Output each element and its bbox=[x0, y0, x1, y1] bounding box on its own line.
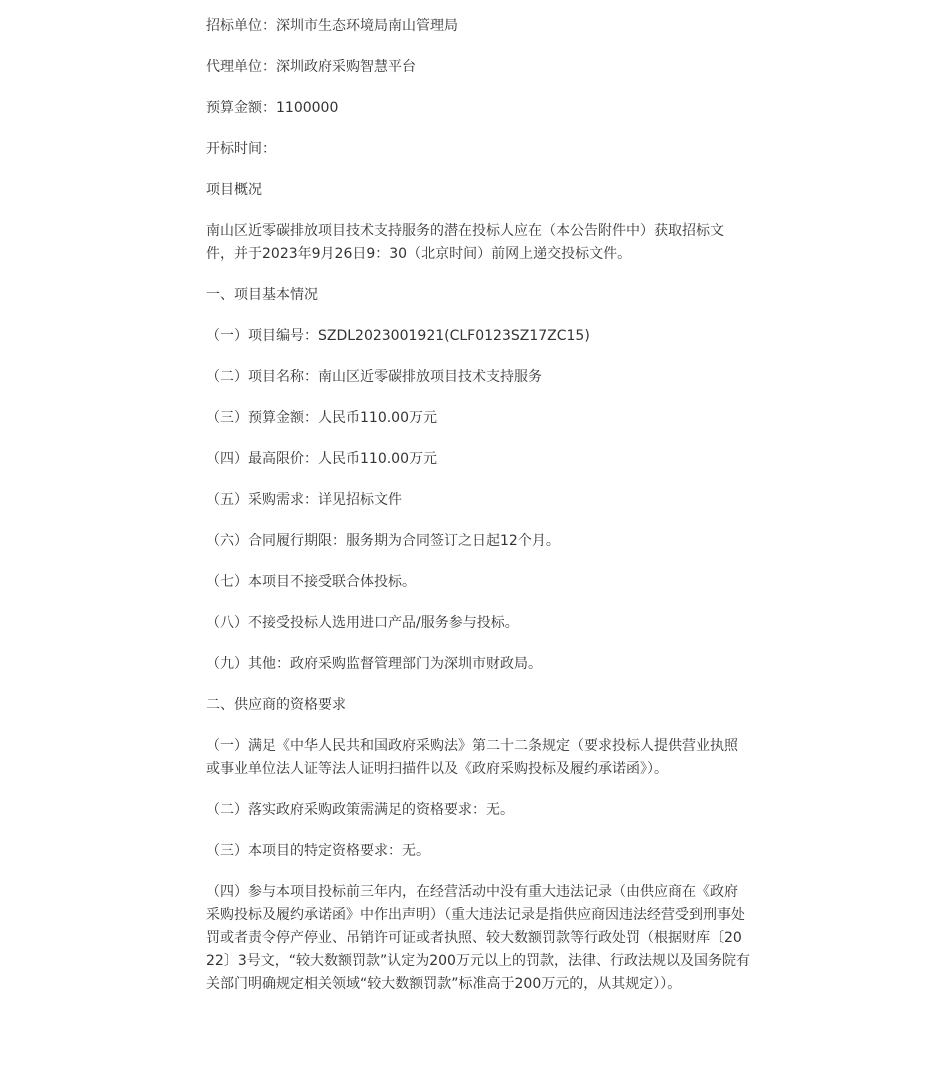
announcement-body bbox=[206, 15, 750, 1014]
section1-title: 一、项目基本情况 bbox=[206, 287, 318, 303]
section1-item: （七）本项目不接受联合体投标。 bbox=[206, 574, 416, 590]
budget-line: 预算金额：1100000 bbox=[206, 100, 339, 116]
section1-item: （一）项目编号：SZDL2023001921(CLF0123SZ17ZC15) bbox=[206, 328, 590, 344]
section1-item: （五）采购需求：详见招标文件 bbox=[206, 492, 402, 508]
section1-item: （三）预算金额：人民币110.00万元 bbox=[206, 410, 437, 426]
section1-item: （八）不接受投标人选用进口产品/服务参与投标。 bbox=[206, 615, 519, 631]
overview-title: 项目概况 bbox=[206, 182, 262, 198]
overview-text: 南山区近零碳排放项目技术支持服务的潜在投标人应在（本公告附件中）获取招标文件，并于2023年9月26日9：30（北京时间）前网上递交投标文件。 bbox=[206, 223, 724, 262]
section1-item: （四）最高限价：人民币110.00万元 bbox=[206, 451, 437, 467]
section1-item: （九）其他：政府采购监督管理部门为深圳市财政局。 bbox=[206, 656, 542, 672]
section2-title: 二、供应商的资格要求 bbox=[206, 697, 346, 713]
tenderer-line: 招标单位：深圳市生态环境局南山管理局 bbox=[206, 18, 458, 34]
section1-item: （二）项目名称：南山区近零碳排放项目技术支持服务 bbox=[206, 369, 542, 385]
section2-item: （四）参与本项目投标前三年内，在经营活动中没有重大违法记录（由供应商在《政府采购投标及履约承诺函》中作出声明）（重大违法记录是指供应商因违法经营受到刑事处罚或者责令停产停业、吊销许可证或者执照、较大数额罚款等行政处罚（根据财库〔2022〕3号文，“较大数额罚款”认定为200万元以上的罚款，法律、行政法规以及国务院有关部门明确规定相关领域“较大数额罚款”标准高于200万元的，从其规定））。 bbox=[206, 884, 750, 992]
section2-item: （一）满足《中华人民共和国政府采购法》第二十二条规定（要求投标人提供营业执照或事业单位法人证等法人证明扫描件以及《政府采购投标及履约承诺函》）。 bbox=[206, 738, 738, 777]
section2-item: （三）本项目的特定资格要求：无。 bbox=[206, 843, 430, 859]
section1-item: （六）合同履行期限：服务期为合同签订之日起12个月。 bbox=[206, 533, 560, 549]
open-time-line: 开标时间： bbox=[206, 141, 276, 157]
agency-line: 代理单位：深圳政府采购智慧平台 bbox=[206, 59, 416, 75]
section2-item: （二）落实政府采购政策需满足的资格要求：无。 bbox=[206, 802, 514, 818]
